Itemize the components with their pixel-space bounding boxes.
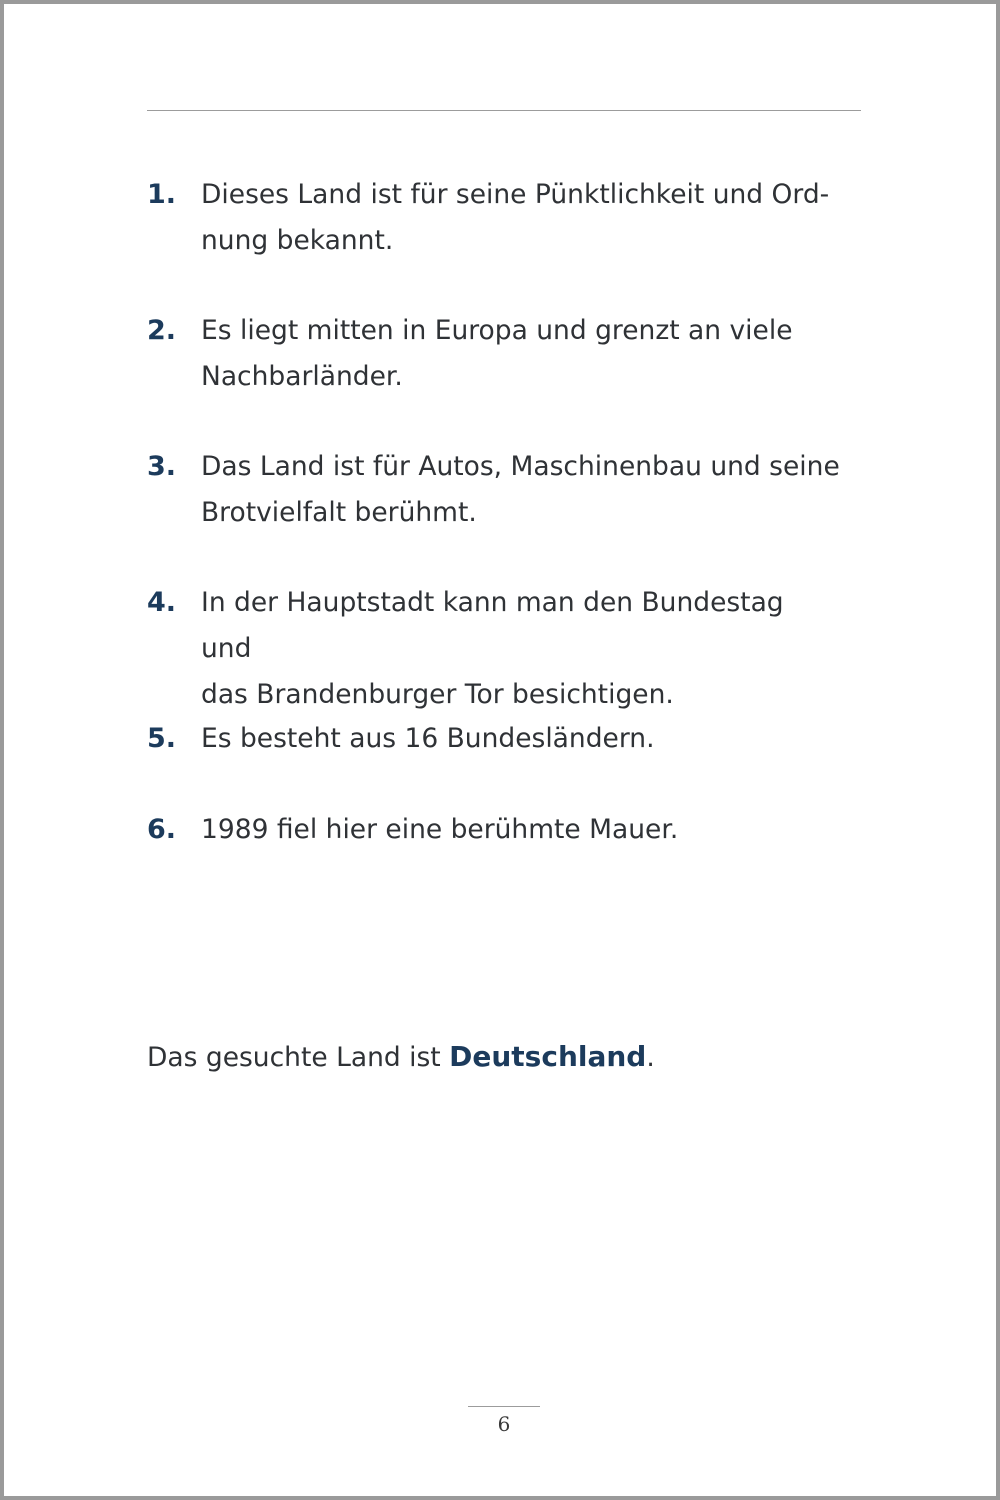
answer-word: Deutschland [449, 1040, 647, 1073]
clue-text-line: nung bekannt. [201, 225, 394, 256]
clue-number: 1. [147, 179, 177, 210]
top-divider [147, 110, 861, 111]
clue-number: 5. [147, 723, 177, 754]
clue-number: 4. [147, 587, 177, 618]
clue-text-line: Es besteht aus 16 Bundesländern. [201, 723, 655, 754]
clue-text-line: In der Hauptstadt kann man den Bundestag und [201, 587, 784, 664]
clue-number: 3. [147, 451, 177, 482]
clue-text-line: Es liegt mitten in Europa und grenzt an viele [201, 315, 793, 346]
clue-text-line: Dieses Land ist für seine Pünktlichkeit und Ord- [201, 179, 830, 210]
clue-text-line: Nachbarländer. [201, 361, 403, 392]
clue-text [201, 308, 841, 400]
clue-text [201, 580, 841, 718]
clue-text-line: das Brandenburger Tor besichtigen. [201, 679, 674, 710]
clue-text [201, 807, 841, 853]
clue-text [201, 444, 841, 536]
answer-prefix: Das gesuchte Land ist [147, 1042, 450, 1073]
clue-text-line: Brotvielfalt berühmt. [201, 497, 477, 528]
clue-text [201, 172, 841, 264]
clue-text [201, 716, 841, 762]
page-number: 6 [497, 1412, 511, 1436]
clue-number: 6. [147, 814, 177, 845]
answer-suffix: . [646, 1042, 655, 1073]
clue-text-line: 1989 fiel hier eine berühmte Mauer. [201, 814, 679, 845]
clue-number: 2. [147, 315, 177, 346]
footer-divider [468, 1406, 540, 1407]
clue-text-line: Das Land ist für Autos, Maschinenbau und seine [201, 451, 840, 482]
answer-sentence [147, 1034, 867, 1081]
